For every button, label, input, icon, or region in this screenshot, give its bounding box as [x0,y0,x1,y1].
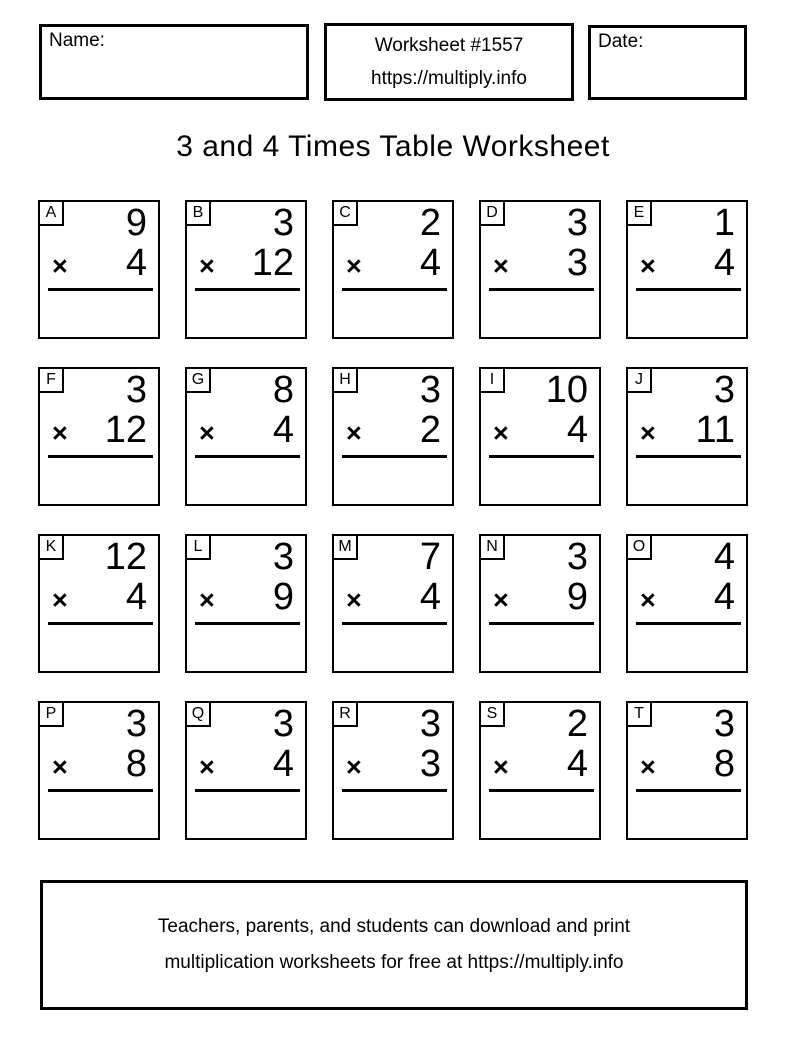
multiplication-sign-icon: × [640,585,656,615]
problem-cell [185,367,307,506]
multiplicand: 8 [272,369,294,411]
problem-letter: C [339,204,351,221]
problem-letter-badge [481,202,505,226]
multiplicand: 10 [545,369,588,411]
answer-line [342,622,447,625]
multiplier: 12 [251,242,294,284]
multiplier: 12 [104,409,147,451]
multiplicand: 12 [104,536,147,578]
problem-letter: K [45,538,57,555]
problem-cell [626,367,748,506]
problem-letter: B [192,204,204,221]
problem-cell [38,200,160,339]
multiplication-sign-icon: × [199,752,215,782]
problem-letter: O [632,538,646,555]
problem-letter: I [489,371,495,388]
problem-cell [38,701,160,840]
multiplicand: 3 [419,369,441,411]
problem-letter-badge [628,536,652,560]
problems-grid [38,200,748,840]
problem-letter-badge [334,536,358,560]
multiplicand: 3 [125,703,147,745]
problem-letter: F [46,371,56,388]
multiplicand: 2 [566,703,588,745]
multiplicand: 7 [419,536,441,578]
multiplication-sign-icon: × [199,585,215,615]
multiplicand: 3 [713,369,735,411]
answer-line [48,455,153,458]
problem-letter: N [486,538,498,555]
multiplication-sign-icon: × [346,752,362,782]
problem-letter: L [193,538,203,555]
problem-cell [185,701,307,840]
multiplication-sign-icon: × [52,585,68,615]
multiplier: 4 [566,409,588,451]
answer-line [195,455,300,458]
problem-cell [185,200,307,339]
answer-line [195,789,300,792]
multiplicand: 3 [419,703,441,745]
problem-cell [479,367,601,506]
name-label: Name: [49,30,105,51]
problem-cell [332,200,454,339]
multiplier: 4 [419,242,441,284]
multiplier: 4 [272,409,294,451]
multiplication-sign-icon: × [493,418,509,448]
problem-letter: J [635,371,643,388]
multiplier: 3 [566,242,588,284]
problem-letter: A [45,204,57,221]
footer-line-2: multiplication worksheets for free at https://multiply.info [164,952,624,973]
multiplication-sign-icon: × [52,418,68,448]
multiplier: 4 [566,743,588,785]
multiplicand: 3 [272,536,294,578]
problem-cell [332,534,454,673]
multiplier: 9 [566,576,588,618]
problem-cell [332,701,454,840]
multiplier: 8 [125,743,147,785]
answer-line [48,288,153,291]
problem-cell [626,701,748,840]
multiplier: 9 [272,576,294,618]
problem-cell [332,367,454,506]
multiplication-sign-icon: × [640,752,656,782]
answer-line [195,622,300,625]
problem-letter-badge [334,202,358,226]
multiplication-sign-icon: × [199,251,215,281]
date-label: Date: [598,31,644,52]
multiplier: 11 [695,409,735,451]
problem-letter-badge [628,369,652,393]
problem-letter-badge [40,369,64,393]
worksheet-info-box [324,23,574,101]
multiplication-sign-icon: × [346,585,362,615]
answer-line [48,622,153,625]
multiplication-sign-icon: × [493,585,509,615]
multiplier: 8 [713,743,735,785]
multiplication-sign-icon: × [346,251,362,281]
problem-letter: E [633,204,645,221]
footer-note-box [40,880,748,1010]
problem-letter: D [486,204,498,221]
multiplication-sign-icon: × [493,752,509,782]
multiplier: 4 [125,576,147,618]
name-field-box [39,24,309,100]
multiplicand: 3 [713,703,735,745]
multiplication-sign-icon: × [640,418,656,448]
answer-line [636,288,741,291]
problem-cell [38,367,160,506]
problem-letter-badge [628,202,652,226]
multiplication-sign-icon: × [199,418,215,448]
problem-cell [626,534,748,673]
problem-letter-badge [481,369,505,393]
multiplicand: 4 [713,536,735,578]
problem-letter-badge [187,536,211,560]
problem-letter: H [339,371,351,388]
problem-cell [38,534,160,673]
problem-letter: M [338,538,352,555]
problem-letter: Q [191,705,205,722]
answer-line [342,455,447,458]
multiplicand: 3 [272,703,294,745]
problem-letter-badge [334,703,358,727]
multiplier: 4 [419,576,441,618]
problem-cell [479,534,601,673]
answer-line [489,455,594,458]
answer-line [636,622,741,625]
date-field-box [588,25,747,100]
multiplicand: 3 [566,202,588,244]
multiplier: 2 [419,409,441,451]
problem-letter-badge [481,536,505,560]
multiplication-sign-icon: × [640,251,656,281]
multiplication-sign-icon: × [493,251,509,281]
problem-letter-badge [40,703,64,727]
multiplication-sign-icon: × [52,752,68,782]
page-title: 3 and 4 Times Table Worksheet [176,130,610,163]
worksheet-url: https://multiply.info [371,68,527,89]
multiplier: 4 [713,576,735,618]
problem-cell [479,200,601,339]
multiplicand: 2 [419,202,441,244]
multiplicand: 3 [272,202,294,244]
problem-letter: S [486,705,498,722]
multiplier: 4 [713,242,735,284]
problem-cell [479,701,601,840]
problem-letter-badge [187,703,211,727]
problem-letter: R [339,705,351,722]
answer-line [342,288,447,291]
problem-cell [626,200,748,339]
problem-letter: P [45,705,57,722]
multiplication-sign-icon: × [52,251,68,281]
problem-letter-badge [187,202,211,226]
multiplicand: 1 [713,202,735,244]
problem-letter: T [634,705,644,722]
answer-line [636,455,741,458]
multiplicand: 9 [125,202,147,244]
answer-line [636,789,741,792]
problem-letter-badge [40,202,64,226]
answer-line [489,622,594,625]
answer-line [48,789,153,792]
multiplication-sign-icon: × [346,418,362,448]
multiplicand: 3 [566,536,588,578]
multiplier: 3 [419,743,441,785]
answer-line [489,288,594,291]
problem-letter-badge [481,703,505,727]
answer-line [342,789,447,792]
problem-letter-badge [334,369,358,393]
problem-letter-badge [628,703,652,727]
answer-line [489,789,594,792]
worksheet-number: Worksheet #1557 [374,35,524,56]
problem-letter: G [191,371,205,388]
multiplier: 4 [272,743,294,785]
problem-letter-badge [187,369,211,393]
answer-line [195,288,300,291]
problem-cell [185,534,307,673]
multiplicand: 3 [125,369,147,411]
footer-line-1: Teachers, parents, and students can download and print [157,916,631,937]
multiplier: 4 [125,242,147,284]
problem-letter-badge [40,536,64,560]
